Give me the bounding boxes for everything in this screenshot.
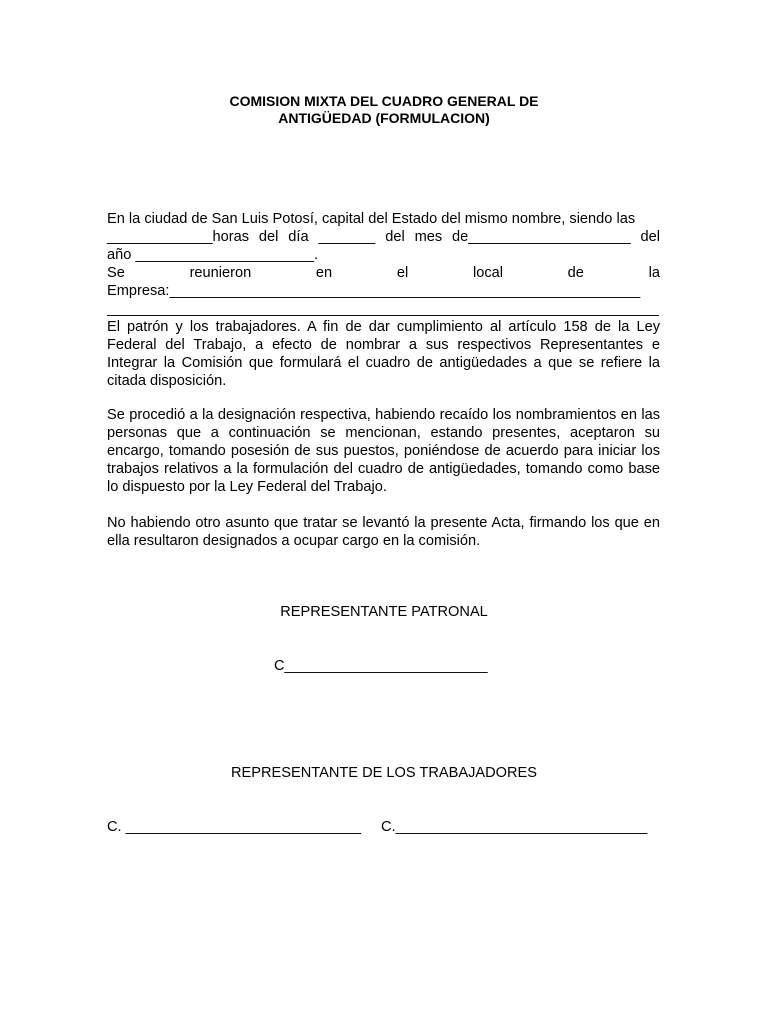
paragraph-1-text: El patrón y los trabajadores. A fin de dar cumplimiento al artículo 158 de la Ley Federal del Trabajo, a efecto de nombrar a sus respectivos Representantes e Integrar la Comisión que formulará el cuadro de antigüedades a que se refiere la citada disposición. bbox=[107, 319, 660, 389]
intro-line-2: _____________horas del día _______ del mes de____________________ del bbox=[107, 229, 660, 245]
paragraph-3 bbox=[107, 514, 660, 550]
rep-trabajadores-signature-line-2: C._______________________________ bbox=[381, 819, 648, 835]
rep-patronal-signature-line: C_________________________ bbox=[274, 658, 488, 674]
paragraph-2 bbox=[107, 406, 660, 496]
rep-trabajadores-signature-line-1: C. _____________________________ bbox=[107, 819, 362, 835]
document-title-line-1: COMISION MIXTA DEL CUADRO GENERAL DE bbox=[229, 93, 539, 109]
intro-line-4: Se reunieron en el local de la bbox=[107, 265, 660, 281]
intro-line-6: ____________________________________________________________________ bbox=[107, 301, 659, 317]
rep-trabajadores-heading: REPRESENTANTE DE LOS TRABAJADORES bbox=[231, 765, 537, 781]
intro-line-5: Empresa:__________________________________________________________ bbox=[107, 283, 641, 299]
intro-line-1: En la ciudad de San Luis Potosí, capital del Estado del mismo nombre, siendo las bbox=[107, 211, 636, 227]
intro-line-3: año ______________________. bbox=[107, 247, 319, 263]
rep-patronal-heading: REPRESENTANTE PATRONAL bbox=[280, 604, 488, 620]
paragraph-2-text: Se procedió a la designación respectiva, habiendo recaído los nombramientos en las personas que a continuación se mencionan, estando presentes, aceptaron su encargo, tomando posesión de sus puestos, poniéndose de acuerdo para iniciar los trabajos relativos a la formulación del cuadro de antigüedades, tomando como base lo dispuesto por la Ley Federal del Trabajo. bbox=[107, 407, 660, 495]
paragraph-3-text: No habiendo otro asunto que tratar se levantó la presente Acta, firmando los que en ella resultaron designados a ocupar cargo en la comisión. bbox=[107, 515, 660, 549]
document-title-line-2: ANTIGÜEDAD (FORMULACION) bbox=[278, 110, 490, 126]
paragraph-1 bbox=[107, 318, 660, 390]
